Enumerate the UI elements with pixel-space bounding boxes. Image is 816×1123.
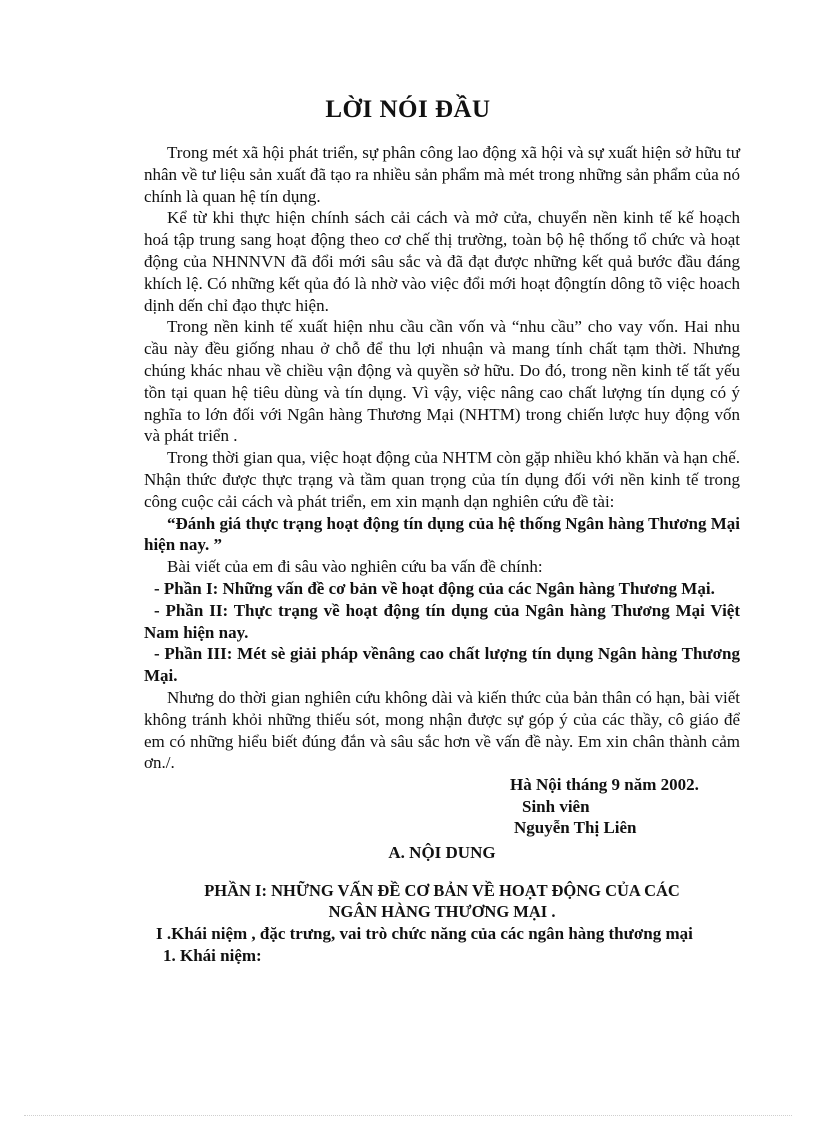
page-title: LỜI NÓI ĐẦU xyxy=(325,96,491,123)
paragraph: Bài viết của em đi sâu vào nghiên cứu ba vấn đề chính: xyxy=(167,557,543,577)
chapter-title xyxy=(144,880,740,924)
part-item: - Phần II: Thực trạng về hoạt động tín dụng của Ngân hàng Thương Mại Việt Nam hiện nay. xyxy=(144,600,740,642)
paragraph: Kể từ khi thực hiện chính sách cải cách và mở cửa, chuyển nền kinh tế kế hoạch hoá tập trung sang hoạt động theo cơ chế thị trường, toàn bộ hệ thống tổ chức và hoạt động của NHNNVN đã đổi mới sâu sắc và đã đạt được những kết quả bước đầu đáng khích lệ. Có những kết qủa đó là nhờ vào việc đổi mới hoạt độngtín dông tõ việc hoach dịnh dến chỉ đạo thực hiện. xyxy=(144,208,740,315)
chapter-title-line: PHẦN I: NHỮNG VẤN ĐỀ CƠ BẢN VỀ HOẠT ĐỘNG CỦA CÁC xyxy=(204,880,680,900)
heading-level-2: 1. Khái niệm: xyxy=(163,946,262,966)
part-item: - Phần III: Mét sè giải pháp vềnâng cao chất lượng tín dụng Ngân hàng Thương Mại. xyxy=(144,644,740,686)
document-body xyxy=(144,142,740,967)
chapter-title-line: NGÂN HÀNG THƯƠNG MẠI . xyxy=(328,902,556,922)
topic-title: “Đánh giá thực trạng hoạt động tín dụng của hệ thống Ngân hàng Thương Mại hiện nay. ” xyxy=(144,513,740,555)
paragraph: Trong thời gian qua, việc hoạt động của NHTM còn gặp nhiều khó khăn và hạn chế. Nhận thức được thực trạng và tầm quan trọng của tín dụng đối với nền kinh tế trong công cuộc cải cách và phát triển, em xin mạnh dạn nghiên cứu đề tài: xyxy=(144,448,741,511)
section-title: A. NỘI DUNG xyxy=(388,842,496,862)
paragraph: Nhưng do thời gian nghiên cứu không dài và kiến thức của bản thân có hạn, bài viết không tránh khỏi những thiếu sót, mong nhận được sự góp ý của các thầy, cô giáo để em có những hiểu biết đúng đắn và sâu sắc hơn về vấn đề này. Em xin chân thành cảm ơn./. xyxy=(144,687,740,773)
heading-level-1: I .Khái niệm , đặc trưng, vai trò chức năng của các ngân hàng thương mại xyxy=(156,924,693,944)
paragraph: Trong nền kinh tế xuất hiện nhu cầu cần vốn và “nhu cầu” cho vay vốn. Hai nhu cầu này đều giống nhau ở chỗ để thu lợi nhuận và mang tính chất tạm thời. Nhưng chúng khác nhau về chiều vận động và quyền sở hữu. Do đó, trong nền kinh tế tất yếu tồn tại quan hệ tiêu dùng và tín dụng. Vì vậy, việc nâng cao chất lượng tín dụng có ý nghĩa to lớn đối với Ngân hàng Thương Mại (NHTM) trong chiến lược huy động vốn và phát triển . xyxy=(144,317,740,446)
signature-name: Nguyễn Thị Liên xyxy=(514,818,637,838)
signature-role: Sinh viên xyxy=(522,796,590,816)
page-bottom-divider xyxy=(24,1115,792,1116)
signature-place-date: Hà Nội tháng 9 năm 2002. xyxy=(510,775,699,795)
part-item: - Phần I: Những vấn đề cơ bản về hoạt động của các Ngân hàng Thương Mại. xyxy=(154,578,715,598)
paragraph: Trong mét xã hội phát triển, sự phân công lao động xã hội và sự xuất hiện sở hữu tư nhân về tư liệu sản xuất đã tạo ra nhiều sản phẩm mà mét trong những sản phẩm của nó chính là quan hệ tín dụng. xyxy=(144,143,740,206)
signature-block xyxy=(144,774,740,839)
